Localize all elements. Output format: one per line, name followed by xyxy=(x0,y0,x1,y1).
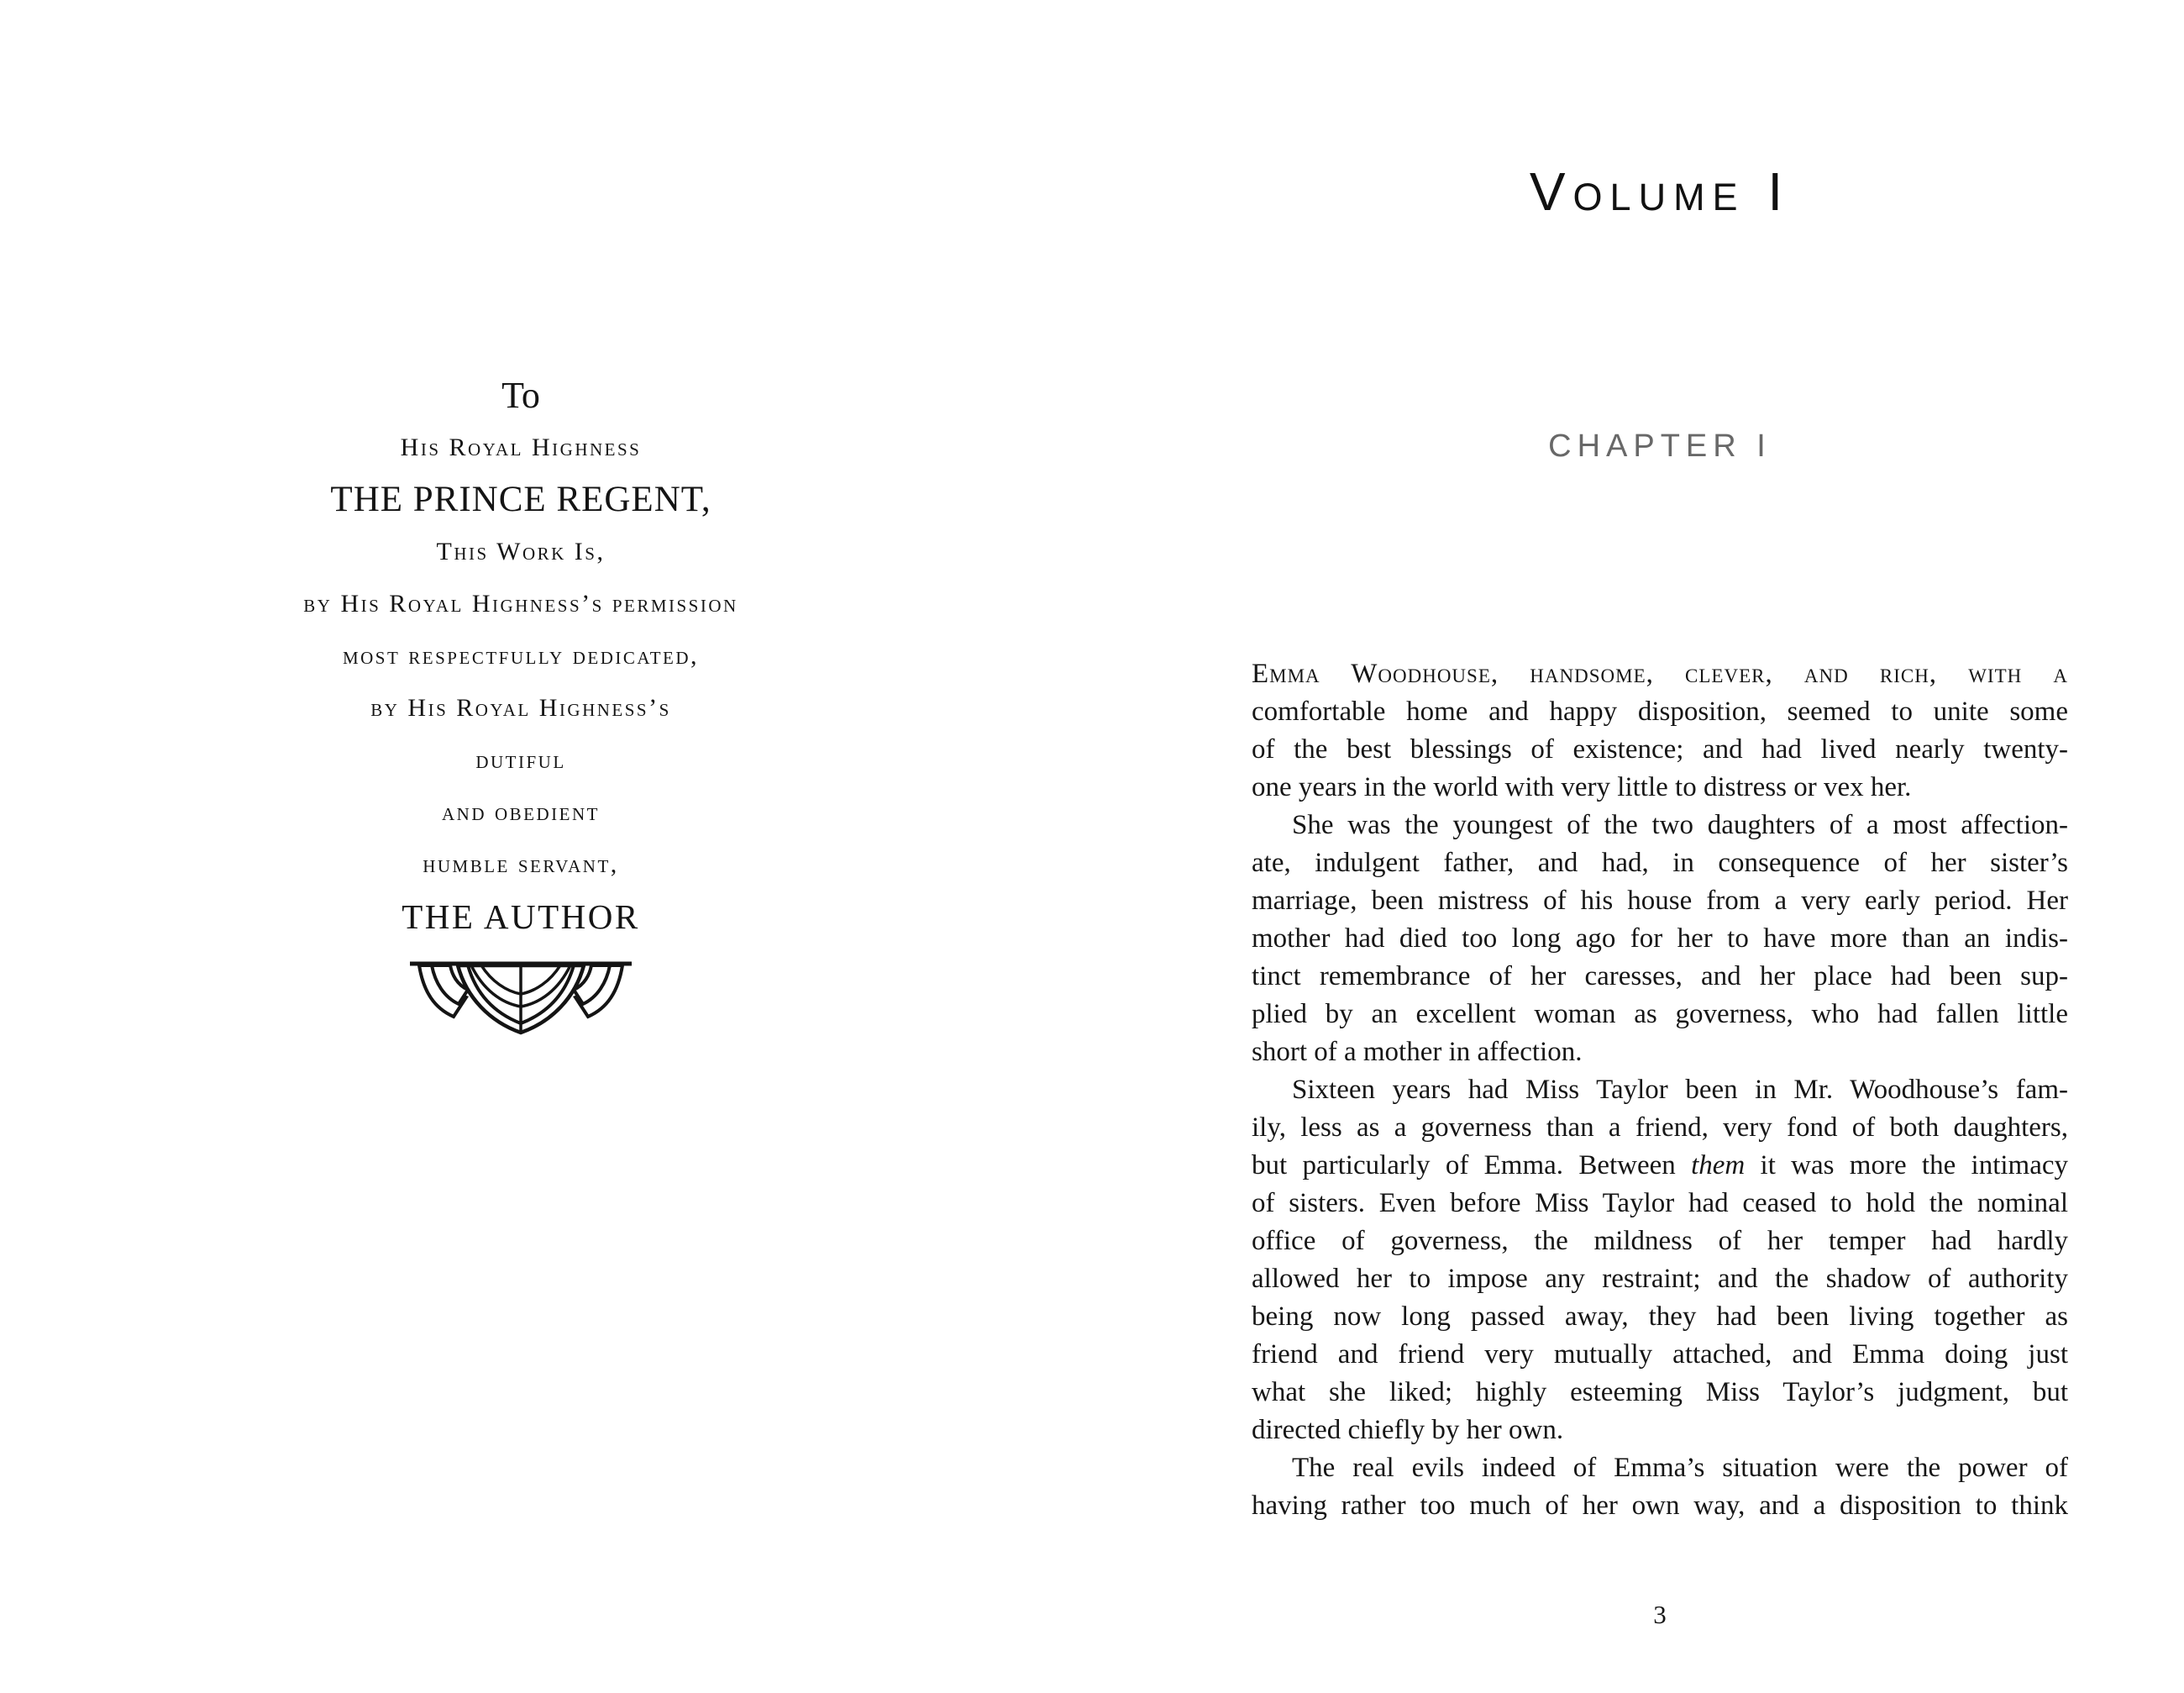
body-text-line: plied by an excellent woman as governess, who had fallen little xyxy=(1252,999,2068,1029)
volume-title: Volume I xyxy=(1529,161,1791,222)
dedication-line: THE PRINCE REGENT, xyxy=(330,480,711,519)
dedication-line: by His Royal Highness’s permission xyxy=(303,590,738,618)
dedication-line: His Royal Highness xyxy=(400,434,642,461)
body-text-line: being now long passed away, they had been living together as xyxy=(1252,1301,2068,1332)
body-text xyxy=(1252,655,2068,1525)
dedication-line: THE AUTHOR xyxy=(402,897,640,936)
dedication-line: most respectfully dedicated, xyxy=(342,642,700,670)
body-text-line: directed chiefly by her own. xyxy=(1252,1415,1564,1445)
dedication-line: dutiful xyxy=(475,746,566,774)
body-text-line: of sisters. Even before Miss Taylor had ceased to hold the nominal xyxy=(1252,1188,2068,1218)
dedication-line: To xyxy=(501,375,540,416)
body-text-line: comfortable home and happy disposition, seemed to unite some xyxy=(1252,697,2068,727)
dedication-ornament-icon xyxy=(407,960,634,1038)
dedication-line: This Work Is, xyxy=(436,538,606,565)
body-text-line: office of governess, the mildness of her temper had hardly xyxy=(1252,1226,2068,1256)
body-text-line: having rather too much of her own way, and a disposition to think xyxy=(1252,1491,2068,1521)
body-text-line: ily, less as a governess than a friend, very fond of both daughters, xyxy=(1252,1112,2068,1143)
dedication-line: by His Royal Highness’s xyxy=(370,694,671,722)
body-text-line: Sixteen years had Miss Taylor been in Mr. Woodhouse’s fam- xyxy=(1292,1075,2068,1105)
body-text-line: mother had died too long ago for her to have more than an indis- xyxy=(1252,923,2068,954)
body-text-line: The real evils indeed of Emma’s situation were the power of xyxy=(1292,1453,2068,1483)
body-text-line: She was the youngest of the two daughters of a most affection- xyxy=(1292,810,2068,840)
body-text-line: one years in the world with very little to distress or vex her. xyxy=(1252,772,1912,802)
body-text-line: marriage, been mistress of his house from a very early period. Her xyxy=(1252,886,2068,916)
body-text-line: friend and friend very mutually attached, and Emma doing just xyxy=(1252,1339,2068,1370)
body-text-line: ate, indulgent father, and had, in consequence of her sister’s xyxy=(1252,848,2068,878)
dedication-block xyxy=(181,370,861,943)
body-text-line: what she liked; highly esteeming Miss Taylor’s judgment, but xyxy=(1252,1377,2068,1407)
body-text-line: of the best blessings of existence; and had lived nearly twenty- xyxy=(1252,734,2068,765)
body-text-line: but particularly of Emma. Between them it was more the intimacy xyxy=(1252,1150,2068,1180)
body-text-line: tinct remembrance of her caresses, and her place had been sup- xyxy=(1252,961,2068,991)
body-text-line: short of a mother in affection. xyxy=(1252,1037,1583,1067)
dedication-line: humble servant, xyxy=(423,850,619,878)
page-number: 3 xyxy=(1653,1600,1667,1629)
body-text-line: allowed her to impose any restraint; and the shadow of authority xyxy=(1252,1264,2068,1294)
body-text-line: Emma Woodhouse, handsome, clever, and rich, with a xyxy=(1252,659,2068,689)
dedication-line: and obedient xyxy=(442,798,600,826)
chapter-heading: CHAPTER I xyxy=(1548,429,1772,464)
